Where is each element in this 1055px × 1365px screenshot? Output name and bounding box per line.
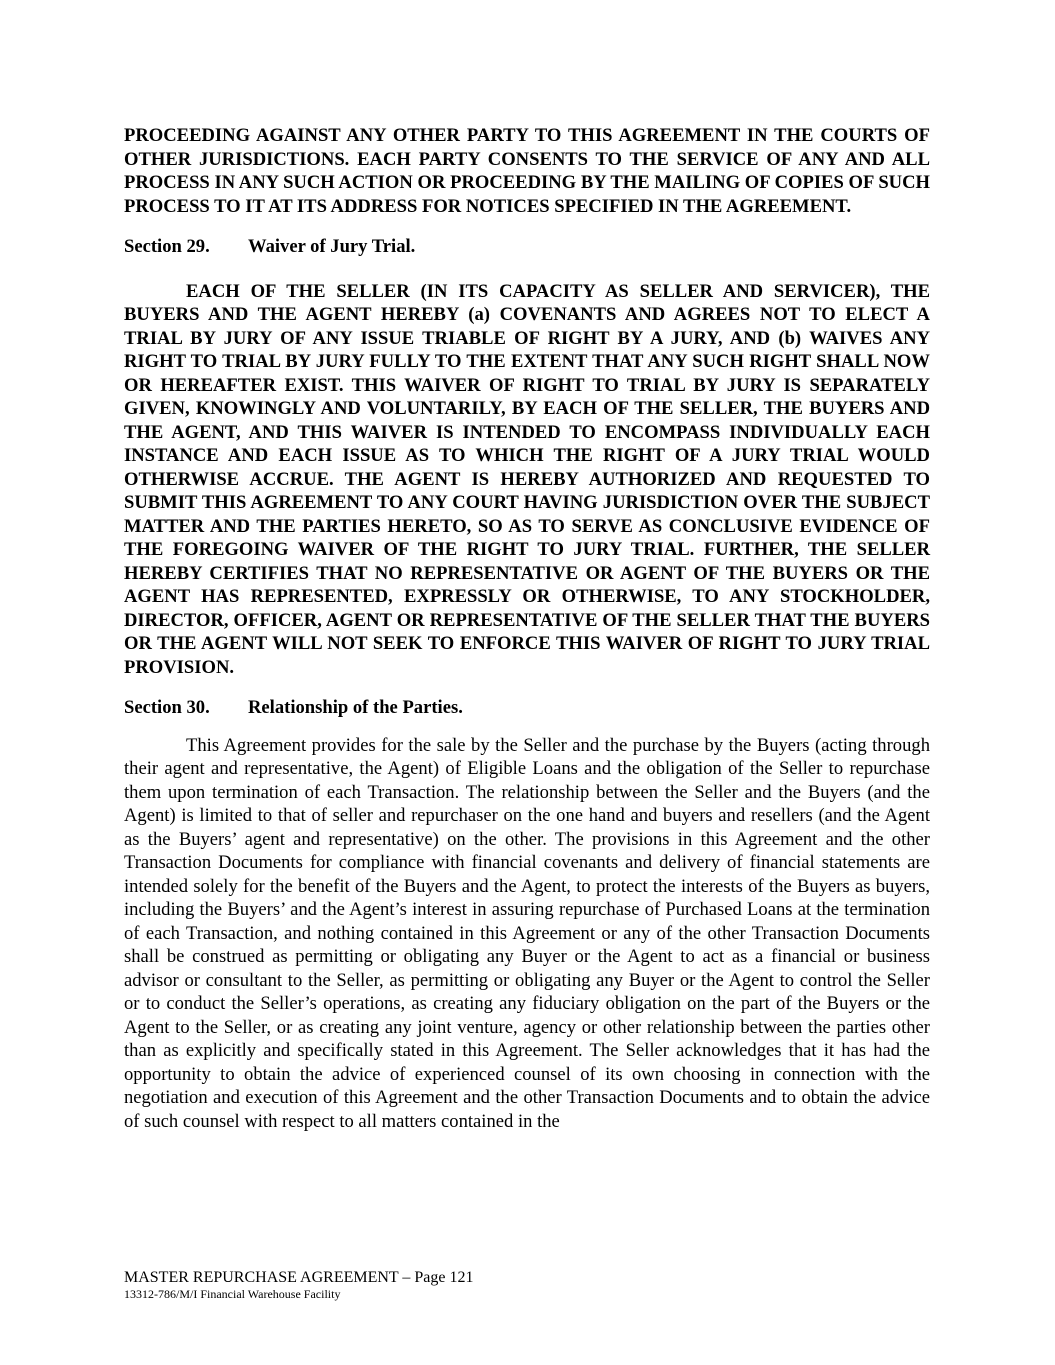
- page-footer: [124, 1269, 474, 1301]
- section-30-number: Section 30.: [124, 697, 210, 718]
- continuation-paragraph: PROCEEDING AGAINST ANY OTHER PARTY TO THIS AGREEMENT IN THE COURTS OF OTHER JURISDICTIONS. EACH PARTY CONSENTS TO THE SERVICE OF ANY AND ALL PROCESS IN ANY SUCH ACTION OR PROCEEDING BY THE MAILING OF COPIES OF SUCH PROCESS TO IT AT ITS ADDRESS FOR NOTICES SPECIFIED IN THE AGREEMENT.: [124, 125, 930, 217]
- document-page: [124, 124, 930, 1133]
- section-30-body: This Agreement provides for the sale by the Seller and the purchase by the Buyers (acting through their agent and representative, the Agent) of Eligible Loans and the obligation of the Seller to repurchase them upon termination of each Transaction. The relationship between the Seller and the Buyers (and the Agent) is limited to that of seller and repurchaser on the one hand and buyers and resellers (and the Agent as the Buyers’ agent and representative) on the other. The provisions in this Agreement and the other Transaction Documents for compliance with financial covenants and delivery of financial statements are intended solely for the benefit of the Buyers and the Agent, to protect the interests of the Buyers as buyers, including the Buyers’ and the Agent’s interest in assuring repurchase of Purchased Loans at the termination of each Transaction, and nothing contained in this Agreement or any of the other Transaction Documents shall be construed as permitting or obligating any Buyer or the Agent to act as a financial or business advisor or consultant to the Seller, as permitting or obligating any Buyer or the Agent to control the Seller or to conduct the Seller’s operations, as creating any fiduciary obligation on the part of the Buyers or the Agent to the Seller, or as creating any joint venture, agency or other relationship between the parties other than as explicitly and specifically stated in this Agreement. The Seller acknowledges that it has had the opportunity to obtain the advice of experienced counsel of its own choosing in connection with the negotiation and execution of this Agreement and the other Transaction Documents and to obtain the advice of such counsel with respect to all matters contained in the: [124, 734, 930, 1132]
- section-30-title: Relationship of the Parties.: [248, 697, 463, 718]
- footer-title: MASTER REPURCHASE AGREEMENT – Page 121: [124, 1269, 474, 1286]
- section-29-number: Section 29.: [124, 236, 210, 257]
- section-30-heading: [124, 696, 930, 720]
- footer-doc-id: 13312-786/M/I Financial Warehouse Facility: [124, 1287, 341, 1301]
- section-29-heading: [124, 235, 930, 259]
- section-29-body: EACH OF THE SELLER (IN ITS CAPACITY AS SELLER AND SERVICER), THE BUYERS AND THE AGENT HEREBY (a) COVENANTS AND AGREES NOT TO ELECT A TRIAL BY JURY OF ANY ISSUE TRIABLE OF RIGHT BY A JURY, AND (b) WAIVES ANY RIGHT TO TRIAL BY JURY FULLY TO THE EXTENT THAT ANY SUCH RIGHT SHALL NOW OR HEREAFTER EXIST. THIS WAIVER OF RIGHT TO TRIAL BY JURY IS SEPARATELY GIVEN, KNOWINGLY AND VOLUNTARILY, BY EACH OF THE SELLER, THE BUYERS AND THE AGENT, AND THIS WAIVER IS INTENDED TO ENCOMPASS INDIVIDUALLY EACH INSTANCE AND EACH ISSUE AS TO WHICH THE RIGHT OF A JURY TRIAL WOULD OTHERWISE ACCRUE. THE AGENT IS HEREBY AUTHORIZED AND REQUESTED TO SUBMIT THIS AGREEMENT TO ANY COURT HAVING JURISDICTION OVER THE SUBJECT MATTER AND THE PARTIES HERETO, SO AS TO SERVE AS CONCLUSIVE EVIDENCE OF THE FOREGOING WAIVER OF THE RIGHT TO JURY TRIAL. FURTHER, THE SELLER HEREBY CERTIFIES THAT NO REPRESENTATIVE OR AGENT OF THE BUYERS OR THE AGENT HAS REPRESENTED, EXPRESSLY OR OTHERWISE, TO ANY STOCKHOLDER, DIRECTOR, OFFICER, AGENT OR REPRESENTATIVE OF THE SELLER THAT THE BUYERS OR THE AGENT WILL NOT SEEK TO ENFORCE THIS WAIVER OF RIGHT TO JURY TRIAL PROVISION.: [124, 280, 930, 678]
- section-29-title: Waiver of Jury Trial.: [248, 236, 416, 257]
